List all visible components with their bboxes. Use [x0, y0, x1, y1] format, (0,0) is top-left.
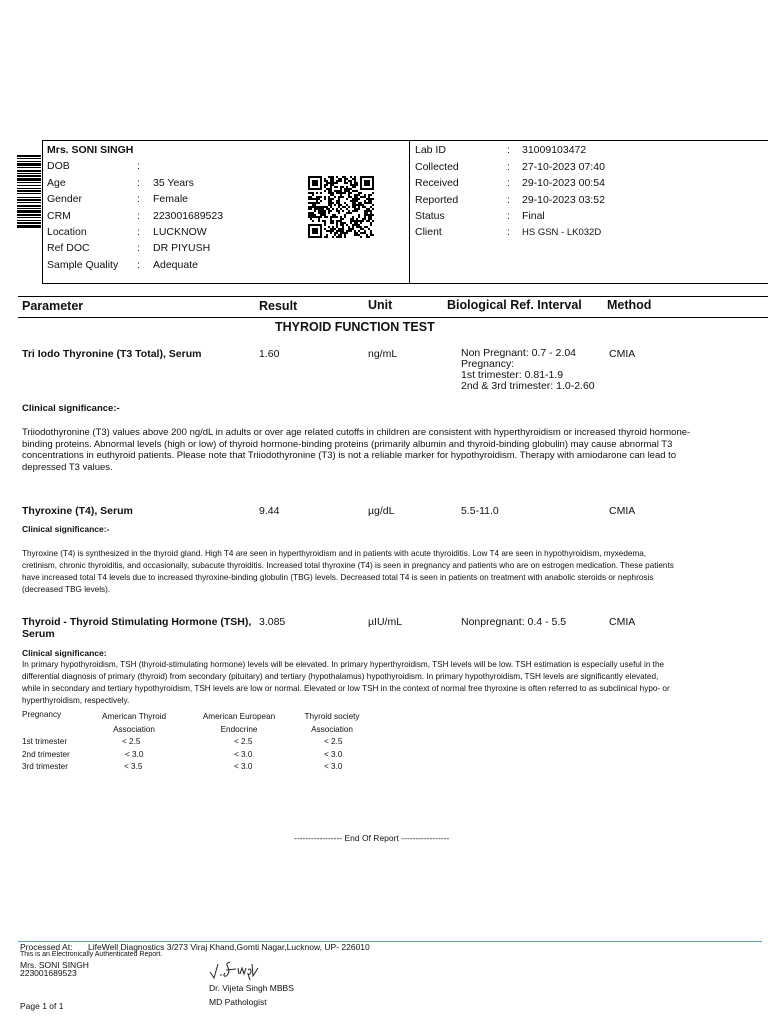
tsh-table-header: Pregnancy — [22, 710, 62, 719]
clinical-significance-text — [22, 659, 762, 707]
tsh-table-cell: < 3.0 — [234, 762, 253, 771]
clin-line: cretinism, chronic thyroiditis, and occasionally, subacute thyroiditis. Increased total thyroxine (T4) is seen in pregnancy and patients who are on estrogen medication. These patients — [22, 561, 674, 570]
patient-info-box — [42, 140, 768, 284]
tsh-table-cell: < 3.0 — [234, 750, 253, 759]
doctor-title: MD Pathologist — [209, 997, 267, 1007]
tsh-table-cell: 2nd trimester — [22, 750, 70, 759]
tsh-table-header-line: Association — [311, 725, 353, 734]
test-result: 1.60 — [259, 348, 280, 360]
clin-line: concentrations in euthyroid patients. Please note that Triiodothyronine (T3) is not a reliable marker for hypothyroidism. Therapy with amiodarone can lead to — [22, 450, 677, 461]
status-label: Status — [415, 210, 445, 222]
table-header-bottom-rule — [18, 317, 768, 318]
col-method: Method — [607, 298, 652, 312]
ref-line: 2nd & 3rd trimester: 1.0-2.60 — [461, 380, 595, 392]
status-sep: : — [507, 210, 510, 222]
crm-sep: : — [137, 210, 140, 222]
test-ref-interval: Nonpregnant: 0.4 - 5.5 — [461, 616, 567, 628]
ref-line: Non Pregnant: 0.7 - 2.04 — [461, 347, 576, 359]
test-unit: ng/mL — [368, 348, 398, 360]
location-value: LUCKNOW — [153, 226, 207, 238]
test-result: 3.085 — [259, 616, 286, 628]
clin-line: while in secondary and tertiary hypothyroidism, TSH levels are low or normal. Elevated or low TSH in the context of normal free thyroxine is often referred to as subclinical hypo- or — [22, 684, 670, 693]
clin-line: (decreased TBG levels). — [22, 585, 111, 594]
clinical-significance-label: Clinical significance:- — [22, 524, 110, 534]
test-ref-interval — [461, 348, 595, 392]
clinical-significance-text — [22, 427, 762, 473]
ref-doc-label: Ref DOC — [47, 242, 90, 254]
tsh-table-header-line: Endocrine — [220, 725, 258, 734]
col-result: Result — [259, 299, 298, 313]
tsh-table-header — [198, 710, 280, 736]
reported-value: 29-10-2023 03:52 — [522, 194, 605, 206]
signature-text: V. Singh — [202, 954, 206, 955]
age-label: Age — [47, 177, 66, 189]
col-ref-interval: Biological Ref. Interval — [447, 298, 582, 312]
test-name-line: Serum — [22, 628, 55, 640]
test-name — [22, 616, 251, 640]
gender-label: Gender — [47, 193, 83, 205]
sample-quality-sep: : — [137, 259, 140, 271]
collected-label: Collected — [415, 161, 459, 173]
clin-line: Thyroxine (T4) is synthesized in the thyroid gland. High T4 are seen in hyperthyroidism and in patients with acute thyroiditis. Low T4 are seen in hypothyroidism, myxedema, — [22, 549, 647, 558]
processed-at-address: LifeWell Diagnostics 3/273 Viraj Khand,Gomti Nagar,Lucknow, UP- 226010 — [88, 942, 370, 952]
location-label: Location — [47, 226, 87, 238]
reported-label: Reported — [415, 194, 459, 206]
doctor-name: Dr. Vijeta Singh MBBS — [209, 983, 294, 993]
client-sep: : — [507, 226, 510, 238]
age-sep: : — [137, 177, 140, 189]
clin-line: In primary hypothyroidism, TSH (thyroid-stimulating hormone) levels will be elevated. In primary hyperthyroidism, TSH levels will be low. TSH estimation is especially useful in the — [22, 660, 665, 669]
patient-box-divider — [409, 140, 410, 284]
processed-at-label: Processed At: — [20, 942, 73, 952]
clin-line: binding proteins. Abnormal levels (high or low) of thyroid hormone-binding proteins (primarily albumin and thyroid-binding globulin) may cause abnormal T3 — [22, 438, 673, 450]
crm-label: CRM — [47, 210, 71, 222]
clinical-significance-label: Clinical significance:- — [22, 403, 120, 414]
reported-sep: : — [507, 194, 510, 206]
clin-line: Triiodothyronine (T3) values above 200 ng/dL in adults or over age related cutoffs in children are consistent with hyperthyroidism or increased thyroid hormone- — [22, 427, 691, 438]
ref-doc-value: DR PIYUSH — [153, 242, 211, 254]
signature-image — [202, 954, 264, 982]
tsh-table-cell: < 3.0 — [324, 750, 343, 759]
gender-value: Female — [153, 193, 189, 205]
test-unit: µIU/mL — [368, 616, 403, 628]
tsh-table-header-line: Thyroid society — [304, 712, 360, 721]
crm-value: 223001689523 — [153, 210, 224, 222]
received-sep: : — [507, 177, 510, 189]
lab-id-value: 31009103472 — [522, 144, 587, 156]
dob-sep: : — [137, 160, 140, 172]
clin-line: differential diagnosis of primary (thyroid) from secondary (pituitary) and tertiary (hypothalamus) hypothyroidism. In primary hypothyroidism, TSH levels are significantly elevated, — [22, 672, 659, 681]
page-number: Page 1 of 1 — [20, 1001, 64, 1011]
age-value: 35 Years — [153, 177, 194, 189]
end-of-report: ----------------- End Of Report ----------------- — [294, 833, 450, 843]
tsh-table-header-line: American European — [202, 712, 276, 721]
gender-sep: : — [137, 193, 140, 205]
clin-line: depressed T3 values. — [22, 461, 113, 473]
sample-quality-label: Sample Quality — [47, 259, 119, 271]
qr-code-image — [308, 176, 374, 238]
sample-quality-value: Adequate — [153, 259, 198, 271]
col-parameter: Parameter — [22, 299, 84, 313]
test-method: CMIA — [609, 616, 636, 628]
tsh-table-cell: < 2.5 — [122, 737, 141, 746]
collected-value: 27-10-2023 07:40 — [522, 161, 605, 173]
test-ref-interval: 5.5-11.0 — [461, 505, 499, 517]
ref-doc-sep: : — [137, 242, 140, 254]
client-value: HS GSN - LK032D — [522, 227, 602, 238]
footer-patient-id: 223001689523 — [20, 968, 77, 978]
section-title: THYROID FUNCTION TEST — [275, 320, 435, 334]
test-method: CMIA — [609, 348, 636, 360]
clinical-significance-text — [22, 548, 762, 596]
test-name: Thyroxine (T4), Serum — [22, 505, 133, 517]
received-label: Received — [415, 177, 459, 189]
barcode-image — [17, 155, 41, 255]
tsh-table-header-line: Association — [113, 725, 155, 734]
tsh-table-cell: < 2.5 — [234, 737, 253, 746]
test-result: 9.44 — [259, 505, 280, 517]
lab-id-sep: : — [507, 144, 510, 156]
tsh-table-header — [296, 710, 368, 736]
clin-line: hyperthyroidism, respectively. — [22, 696, 130, 705]
collected-sep: : — [507, 161, 510, 173]
tsh-table-cell: < 3.0 — [125, 750, 144, 759]
patient-name: Mrs. SONI SINGH — [47, 144, 134, 156]
clinical-significance-label: Clinical significance: — [22, 648, 107, 658]
location-sep: : — [137, 226, 140, 238]
tsh-table-cell: 1st trimester — [22, 737, 68, 746]
tsh-table-cell: 3rd trimester — [22, 762, 68, 771]
client-label: Client — [415, 226, 442, 238]
received-value: 29-10-2023 00:54 — [522, 177, 605, 189]
dob-label: DOB — [47, 160, 70, 172]
ref-line: 1st trimester: 0.81-1.9 — [461, 369, 564, 381]
footer-patient-name: Mrs. SONI SINGH — [20, 960, 89, 970]
test-name-line: Thyroid - Thyroid Stimulating Hormone (TSH), — [22, 616, 252, 628]
col-unit: Unit — [368, 298, 393, 312]
test-name: Tri Iodo Thyronine (T3 Total), Serum — [22, 348, 202, 360]
status-value: Final — [522, 210, 545, 222]
test-method: CMIA — [609, 505, 636, 517]
tsh-table-cell: < 3.5 — [124, 762, 143, 771]
tsh-table-cell: < 2.5 — [324, 737, 343, 746]
tsh-table-header-line: American Thyroid — [101, 712, 166, 721]
tsh-table-cell: < 3.0 — [324, 762, 343, 771]
lab-id-label: Lab ID — [415, 144, 446, 156]
auth-note: This is an Electronically Authenticated Report. — [20, 951, 163, 958]
clin-line: have increased total T4 levels due to increased thyroxine-binding globulin (TBG) levels. Decreased total T4 is seen in patients on treatment with anabolic steroids or nephrosis — [22, 573, 654, 582]
table-header-top-rule — [18, 296, 768, 297]
ref-line: Pregnancy: — [461, 358, 515, 370]
tsh-table-header — [97, 710, 171, 736]
test-unit: µg/dL — [368, 505, 395, 517]
